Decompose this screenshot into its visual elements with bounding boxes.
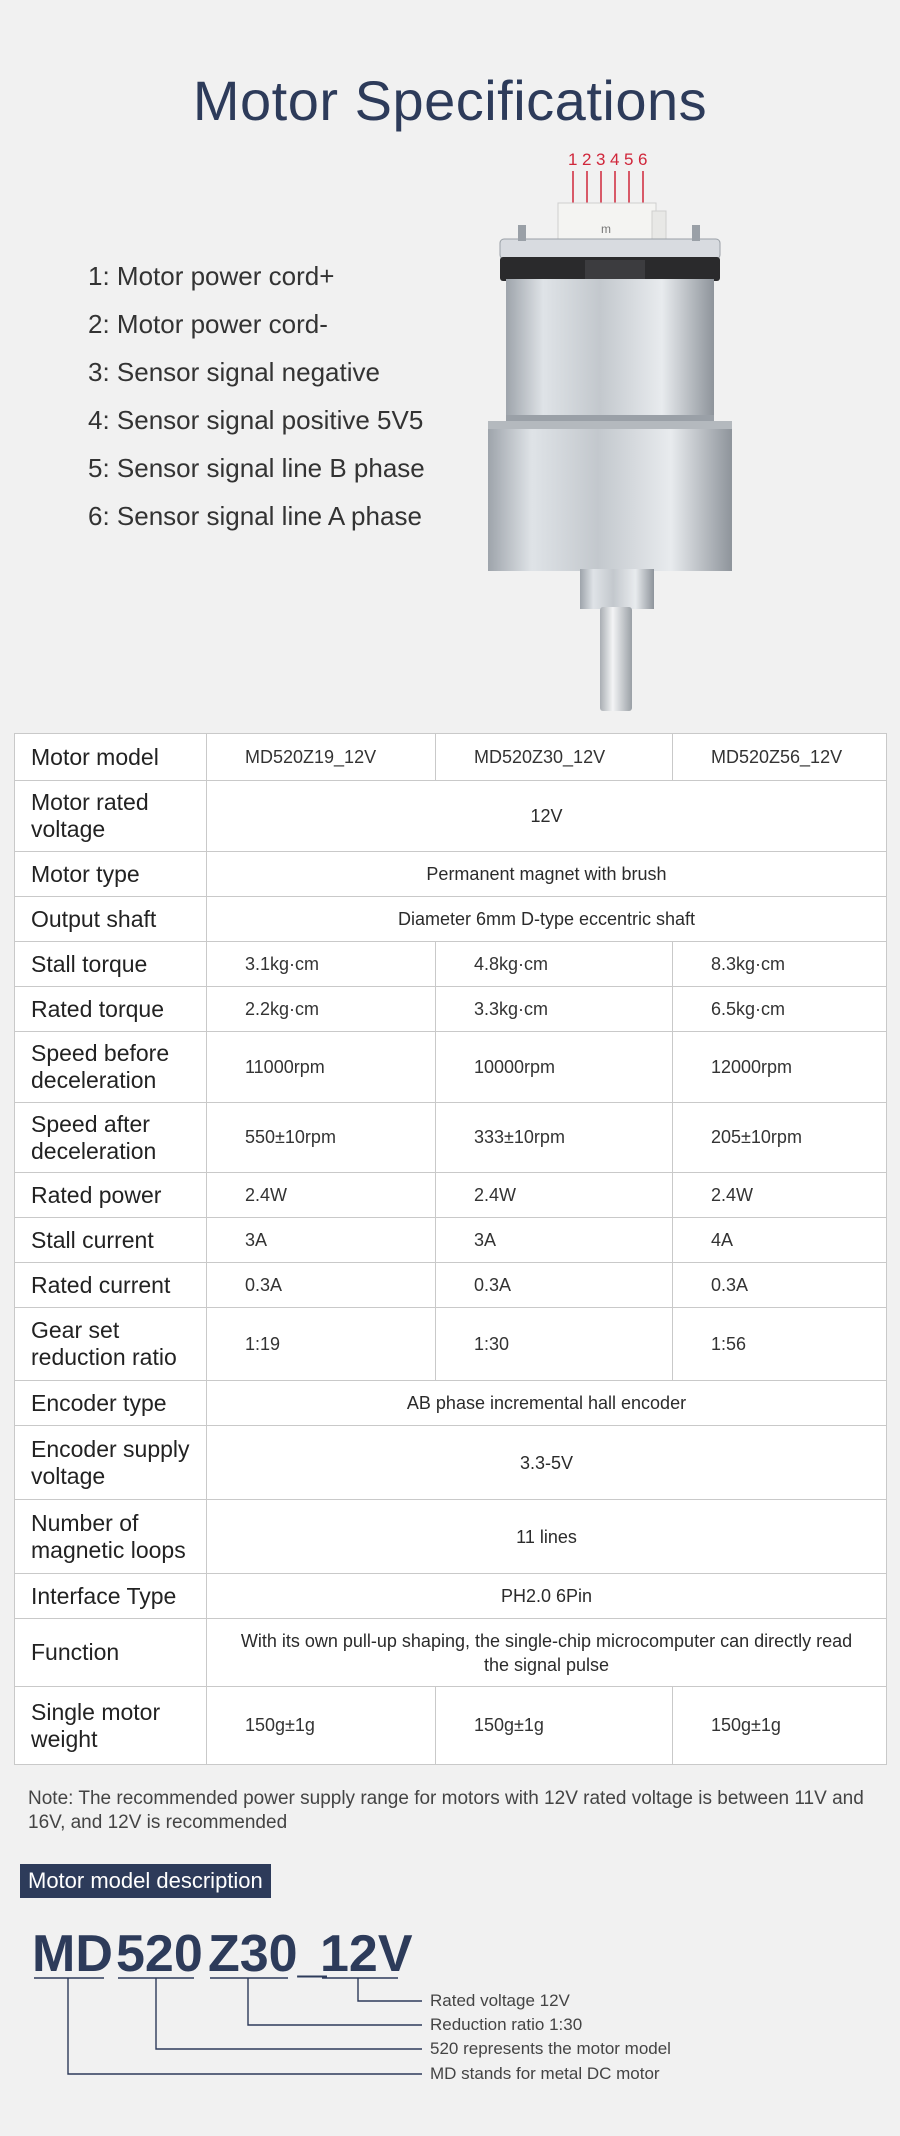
pin-number: 5 <box>624 150 634 169</box>
pin-number: 1 <box>568 150 578 169</box>
connector-mark: m <box>601 222 611 236</box>
table-row <box>15 734 887 781</box>
spec-table <box>14 733 887 1765</box>
pin-number: 3 <box>596 150 606 169</box>
pin-legend-item: 5: Sensor signal line B phase <box>88 453 425 483</box>
pin-number: 4 <box>610 150 620 169</box>
table-row <box>15 1426 887 1500</box>
cell-value: 10000rpm <box>436 1032 673 1103</box>
table-row <box>15 897 887 942</box>
model-part: MD <box>32 1925 113 1983</box>
table-row <box>15 1687 887 1765</box>
table-row <box>15 1173 887 1218</box>
cell-value: 2.4W <box>436 1173 673 1218</box>
pin-number: 6 <box>638 150 648 169</box>
cell-value: 12000rpm <box>673 1032 887 1103</box>
table-row <box>15 987 887 1032</box>
row-label: Stall current <box>15 1218 207 1263</box>
power-supply-note: Note: The recommended power supply range for motors with 12V rated voltage is between 11V and 16V, and 12V is recommended <box>28 1788 864 1833</box>
motor-image <box>470 145 750 715</box>
cell-value: 2.4W <box>673 1173 887 1218</box>
model-part: Z30_ <box>208 1925 327 1983</box>
cell-value: 150g±1g <box>673 1687 887 1765</box>
table-row <box>15 852 887 897</box>
row-label: Rated power <box>15 1173 207 1218</box>
cell-value: 11000rpm <box>207 1032 436 1103</box>
cell-value: 11 lines <box>207 1500 887 1574</box>
pin-legend-item: 3: Sensor signal negative <box>88 357 380 387</box>
table-row <box>15 1032 887 1103</box>
cell-value: AB phase incremental hall encoder <box>207 1381 887 1426</box>
row-label: Gear set reduction ratio <box>15 1308 207 1381</box>
cell-value: 3A <box>207 1218 436 1263</box>
cell-value: 550±10rpm <box>207 1103 436 1173</box>
pin-legend-item: 2: Motor power cord- <box>88 309 328 339</box>
model-part: 12V <box>320 1925 413 1983</box>
table-row <box>15 1381 887 1426</box>
section-heading: Motor model description <box>20 1864 271 1898</box>
row-label: Number of magnetic loops <box>15 1500 207 1574</box>
pin-legend <box>88 252 425 540</box>
table-row <box>15 1103 887 1173</box>
row-label: Encoder supply voltage <box>15 1426 207 1500</box>
annotation-label: Reduction ratio 1:30 <box>430 2015 583 2034</box>
cell-value: 150g±1g <box>436 1687 673 1765</box>
cell-value: 1:56 <box>673 1308 887 1381</box>
cell-value: 2.4W <box>207 1173 436 1218</box>
cell-value: 2.2kg·cm <box>207 987 436 1032</box>
cell-value: 0.3A <box>673 1263 887 1308</box>
annotation-label: Rated voltage 12V <box>430 1991 570 2010</box>
row-label: Rated torque <box>15 987 207 1032</box>
cell-value: 1:30 <box>436 1308 673 1381</box>
cell-value: 3A <box>436 1218 673 1263</box>
row-label: Output shaft <box>15 897 207 942</box>
cell-value: 6.5kg·cm <box>673 987 887 1032</box>
pin-legend-item: 1: Motor power cord+ <box>88 261 335 291</box>
cell-value: Permanent magnet with brush <box>207 852 887 897</box>
cell-value: 3.1kg·cm <box>207 942 436 987</box>
model-part: 520 <box>116 1925 203 1983</box>
cell-value: 205±10rpm <box>673 1103 887 1173</box>
row-label: Speed before deceleration <box>15 1032 207 1103</box>
pin-legend-item: 4: Sensor signal positive 5V5 <box>88 405 424 435</box>
model-breakdown-diagram <box>0 1905 900 2105</box>
page-title: Motor Specifications <box>192 68 708 132</box>
cell-value: MD520Z19_12V <box>207 734 436 781</box>
row-label: Motor rated voltage <box>15 781 207 852</box>
cell-value: 0.3A <box>207 1263 436 1308</box>
pin-legend-item: 6: Sensor signal line A phase <box>88 501 422 531</box>
cell-value: 3.3-5V <box>207 1426 887 1500</box>
table-row <box>15 1308 887 1381</box>
table-row <box>15 1218 887 1263</box>
row-label: Interface Type <box>15 1574 207 1619</box>
cell-value: 150g±1g <box>207 1687 436 1765</box>
table-row <box>15 781 887 852</box>
cell-value: 4.8kg·cm <box>436 942 673 987</box>
row-label: Speed after deceleration <box>15 1103 207 1173</box>
row-label: Encoder type <box>15 1381 207 1426</box>
cell-value: 4A <box>673 1218 887 1263</box>
row-label: Single motor weight <box>15 1687 207 1765</box>
table-row <box>15 1619 887 1687</box>
annotation-label: MD stands for metal DC motor <box>430 2064 660 2083</box>
cell-value: MD520Z30_12V <box>436 734 673 781</box>
cell-value: 1:19 <box>207 1308 436 1381</box>
row-label: Motor model <box>15 734 207 781</box>
row-label: Stall torque <box>15 942 207 987</box>
row-label: Motor type <box>15 852 207 897</box>
table-row <box>15 1263 887 1308</box>
table-row <box>15 1500 887 1574</box>
row-label: Rated current <box>15 1263 207 1308</box>
row-label: Function <box>15 1619 207 1687</box>
cell-value: 3.3kg·cm <box>436 987 673 1032</box>
table-row <box>15 1574 887 1619</box>
cell-value: PH2.0 6Pin <box>207 1574 887 1619</box>
table-row <box>15 942 887 987</box>
cell-value: Diameter 6mm D-type eccentric shaft <box>207 897 887 942</box>
cell-value: 12V <box>207 781 887 852</box>
cell-value: 0.3A <box>436 1263 673 1308</box>
cell-value: 333±10rpm <box>436 1103 673 1173</box>
pin-number: 2 <box>582 150 592 169</box>
cell-value: MD520Z56_12V <box>673 734 887 781</box>
annotation-label: 520 represents the motor model <box>430 2039 671 2058</box>
cell-value: 8.3kg·cm <box>673 942 887 987</box>
cell-value: With its own pull-up shaping, the single-chip microcomputer can directly read the signal pulse <box>207 1619 887 1687</box>
